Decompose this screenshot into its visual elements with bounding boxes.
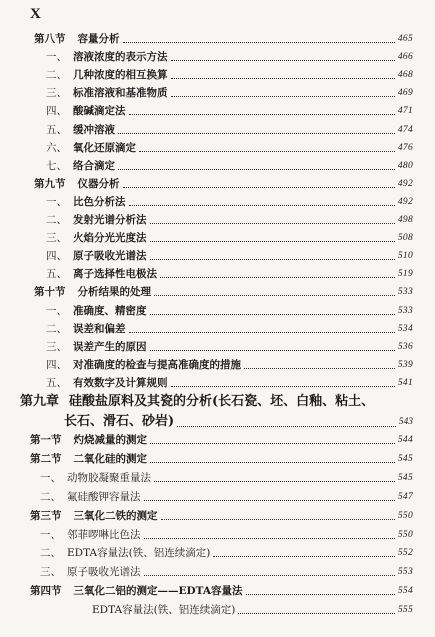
toc-entry-number: 三、 (46, 87, 67, 100)
toc-entry (46, 341, 413, 354)
toc-entry-number: 第四节 (30, 585, 62, 598)
toc-entry-title: 有效数字及计算规则 (73, 376, 168, 389)
toc-entry-title: 灼烧减量的测定 (73, 434, 147, 446)
toc-entry-page: 533 (397, 305, 413, 316)
toc-entry-page: 553 (397, 567, 413, 578)
toc-entry-page: 552 (397, 548, 413, 559)
toc-entry-title: 对准确度的检查与提高准确度的措施 (73, 358, 241, 371)
toc-entry-page: 492 (397, 178, 413, 189)
leader-dots (118, 169, 395, 170)
toc-entry-number: 第十节 (34, 286, 66, 299)
toc-entry-number: 四、 (46, 250, 67, 263)
toc-entry-page: 508 (397, 233, 413, 244)
toc-entry-title: 误差和偏差 (73, 322, 126, 335)
toc-entry-page: 555 (397, 605, 413, 616)
toc-entry-title: 几种浓度的相互换算 (73, 69, 168, 82)
toc-entry-number: 第二节 (30, 452, 62, 465)
leader-dots (171, 78, 395, 79)
toc-entry-page: 550 (397, 510, 413, 521)
toc-entry-title: 三氧化二铝的测定——EDTA容量法 (73, 585, 243, 598)
toc-entry-title: 比色分析法 (73, 195, 126, 208)
toc-entry-number: 二、 (46, 322, 67, 335)
toc-entry-title: 准确度、精密度 (73, 304, 147, 317)
toc-entry-title: 动物胶凝聚重量法 (67, 471, 151, 484)
leader-dots (213, 556, 395, 557)
toc-entry (46, 87, 413, 100)
toc-entry-number: 第一节 (30, 434, 62, 446)
toc-entry (46, 160, 413, 173)
toc-entry-title: 原子吸收光谱法 (67, 566, 141, 579)
toc-entry (34, 286, 413, 299)
toc-entry (46, 124, 413, 137)
toc-entry-title: 氟硅酸钾容量法 (67, 490, 141, 503)
toc-entry-page: 465 (397, 34, 413, 44)
toc-entry (46, 359, 413, 372)
toc-entry-title: 络合滴定 (73, 159, 115, 172)
toc-entry (40, 566, 413, 579)
toc-entry-title: 误差产生的原因 (73, 340, 147, 353)
toc-entry-number: 三、 (46, 340, 67, 353)
leader-dots (129, 332, 395, 333)
toc-entry-number: 二、 (46, 214, 67, 226)
leader-dots (246, 594, 395, 595)
toc-entry (46, 305, 413, 318)
leader-dots (150, 259, 395, 260)
leader-dots (144, 575, 395, 576)
toc-entry-page: 541 (397, 377, 413, 388)
leader-dots (123, 187, 395, 188)
leader-dots (244, 368, 395, 369)
toc-entry-page: 480 (397, 160, 413, 171)
toc-entry-number: 七、 (46, 159, 67, 172)
toc-entry-number: 二、 (46, 69, 67, 82)
toc-entry-title: 酸碱滴定法 (73, 105, 126, 118)
leader-dots (129, 114, 395, 115)
leader-dots (177, 426, 396, 427)
toc-entry-number: 二、 (40, 547, 61, 560)
toc-entry (46, 214, 413, 227)
leader-dots (150, 462, 395, 463)
toc-entry-number: 一、 (40, 471, 61, 484)
toc-entry (46, 105, 413, 118)
toc-entry-title: 分析结果的处理 (77, 286, 151, 299)
toc-entry-page: 534 (397, 323, 413, 334)
toc-entry-page: 536 (397, 341, 413, 352)
leader-dots (171, 60, 395, 61)
toc-entry-page: 510 (397, 251, 413, 262)
chapter-title-line2: 长石、滑石、砂岩) (64, 414, 175, 429)
leader-dots (150, 350, 395, 351)
toc-entry-page: 469 (397, 88, 413, 99)
toc-entry-page: 468 (397, 70, 413, 81)
chapter-heading (20, 392, 413, 412)
toc-entry-number: 第九节 (34, 177, 66, 190)
leader-dots (129, 205, 395, 206)
toc-entry-title: 原子吸收光谱法 (73, 250, 147, 263)
chapter-page-number: 543 (398, 417, 413, 427)
toc-entry-title: 氧化还原滴定 (73, 141, 136, 154)
toc-entry-page: 474 (397, 124, 413, 135)
toc-entry-title: 发射光谱分析法 (73, 214, 147, 226)
toc-entry-page: 533 (397, 287, 413, 298)
chapter-number: 第九章 (20, 394, 60, 409)
leader-dots (118, 133, 395, 134)
toc-entry-number: 二、 (40, 490, 61, 503)
toc-entry-title: 标准溶液和基准物质 (73, 87, 168, 100)
toc-entry (40, 491, 413, 504)
toc-entry (46, 69, 413, 82)
toc-entry-number: 一、 (46, 195, 67, 208)
toc-entry-number: 六、 (46, 141, 67, 154)
leader-dots (161, 519, 395, 520)
toc-entry-number: 一、 (46, 304, 67, 317)
toc-entry-number: 三、 (46, 232, 67, 245)
leader-dots (144, 500, 395, 501)
leader-dots (171, 386, 395, 387)
leader-dots (150, 241, 395, 242)
toc-entry (46, 323, 413, 336)
toc-entry (40, 529, 413, 542)
toc-entry-page: 545 (397, 453, 413, 464)
toc-entry-number: 第三节 (30, 509, 62, 522)
toc-entry-title: 溶液浓度的表示方法 (73, 51, 168, 64)
toc-entry-title: 仪器分析 (77, 177, 120, 190)
toc-entry-number: 一、 (40, 528, 61, 541)
toc-entry-page: 539 (397, 359, 413, 370)
toc-entry (34, 33, 413, 46)
leader-dots (150, 223, 395, 224)
leader-dots (123, 42, 395, 43)
leader-dots (144, 538, 395, 539)
toc-entry (46, 232, 413, 245)
page-marker: X (30, 6, 41, 22)
toc-entry (30, 585, 413, 598)
toc-entry-title: EDTA容量法(铁、铝连续滴定) (92, 604, 236, 617)
toc-entry (46, 51, 413, 64)
leader-dots (238, 613, 395, 614)
toc-entry (40, 472, 413, 485)
chapter-title-line1: 硅酸盐原料及其瓷的分析(长石瓷、坯、白釉、粘土、 (69, 394, 375, 409)
toc-entry (46, 377, 413, 390)
toc-entry (30, 453, 413, 466)
toc-entry-title: EDTA容量法(铁、铝连续滴定) (67, 547, 211, 560)
leader-dots (150, 314, 395, 315)
toc-entry-number: 四、 (46, 358, 67, 371)
toc-entry (34, 178, 413, 191)
toc-entry-page: 554 (397, 586, 413, 597)
toc-entry-title: 缓冲溶液 (73, 123, 115, 136)
toc-entry-title: 离子选择性电极法 (73, 268, 157, 281)
toc-entry-page: 466 (397, 52, 413, 63)
toc-entry-page: 545 (397, 472, 413, 483)
toc-entry-page: 550 (397, 529, 413, 540)
leader-dots (139, 151, 395, 152)
toc-entry-page: 498 (397, 215, 413, 225)
leader-dots (150, 443, 395, 444)
toc-entry (46, 250, 413, 263)
leader-dots (160, 277, 395, 278)
toc-entry-page: 476 (397, 142, 413, 153)
toc-entry-number: 四、 (46, 105, 67, 118)
toc-entry-page: 544 (397, 435, 413, 445)
toc-entry (92, 604, 413, 617)
toc-entry-number: 五、 (46, 123, 67, 136)
leader-dots (154, 481, 395, 482)
toc-entry-title: 邻菲啰啉比色法 (67, 528, 141, 541)
toc-entry (46, 196, 413, 209)
toc-entry-page: 519 (397, 269, 413, 280)
toc-entry-page: 471 (397, 106, 413, 117)
toc-entry-page: 492 (397, 196, 413, 207)
toc-entry-title: 容量分析 (77, 33, 120, 45)
chapter-heading-line2 (64, 412, 413, 432)
toc-entry-number: 五、 (46, 268, 67, 281)
toc-entry-page: 547 (397, 491, 413, 502)
leader-dots (171, 96, 395, 97)
toc-entry-title: 三氧化二铁的测定 (73, 509, 158, 522)
leader-dots (154, 295, 395, 296)
toc-entry (46, 268, 413, 281)
toc-entry-number: 三、 (40, 566, 61, 579)
toc-entry-number: 五、 (46, 376, 67, 389)
toc-entry-title: 二氧化硅的测定 (73, 452, 147, 465)
toc-entry-number: 第八节 (34, 33, 66, 45)
toc-entry (30, 434, 413, 447)
toc-entry (30, 510, 413, 523)
toc-entry (40, 547, 413, 560)
toc-entry-title: 火焰分光光度法 (73, 232, 147, 245)
toc-entry (46, 142, 413, 155)
toc-entry-number: 一、 (46, 51, 67, 64)
